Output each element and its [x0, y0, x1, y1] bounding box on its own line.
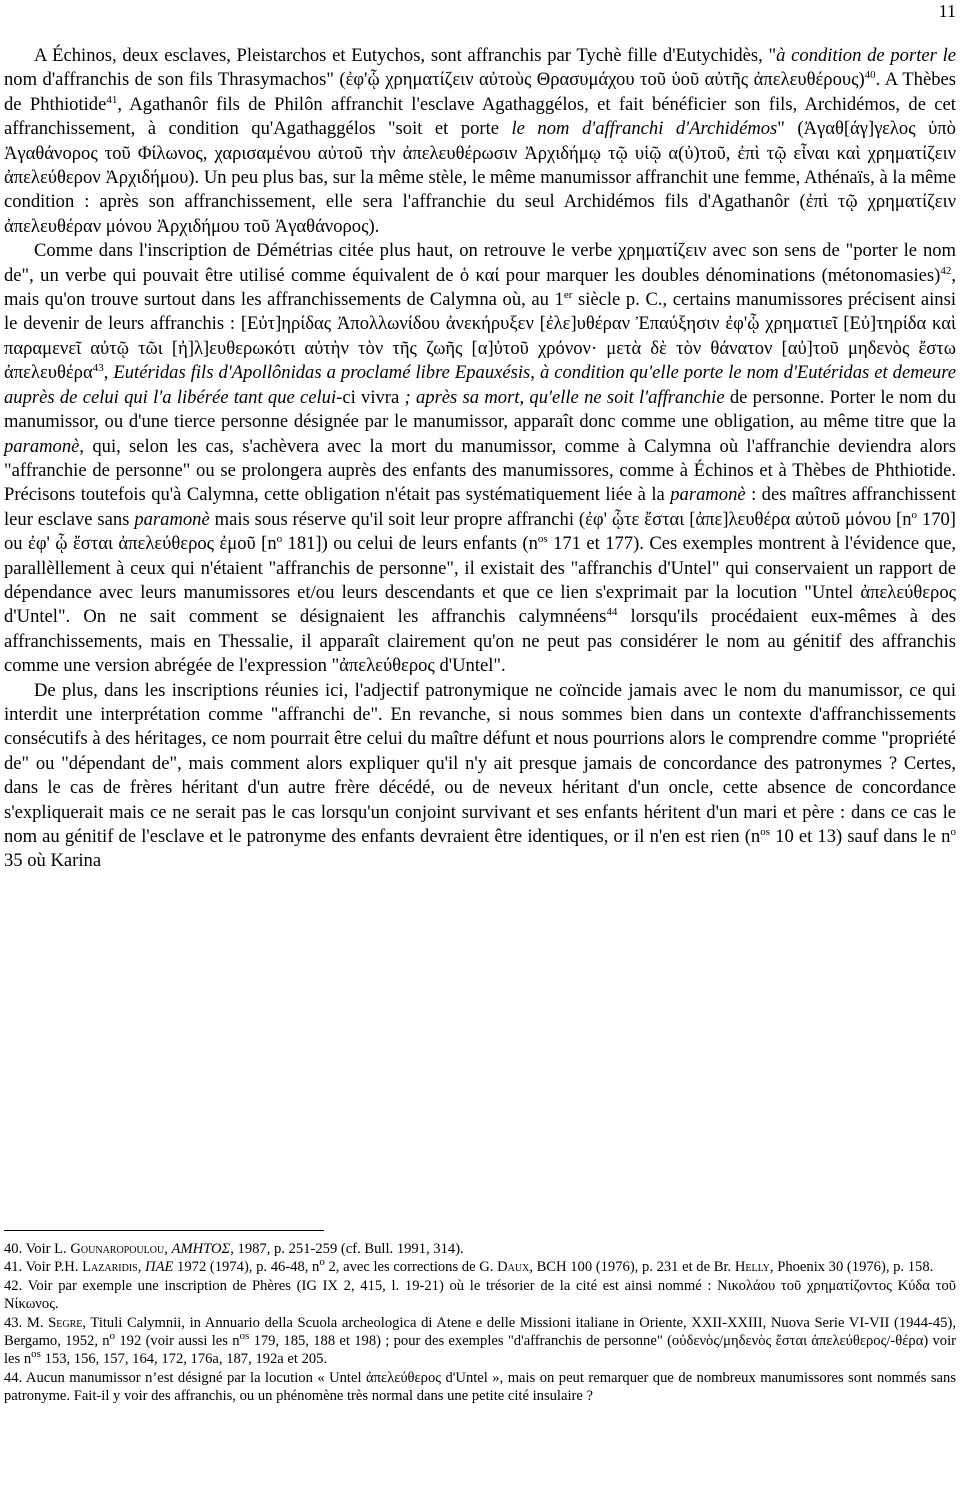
text-run: 44. Aucun manumissor n’est désigné par la locution « Untel ἀπελεύθερος d'Untel », mais on peut remarquer que de nombreux manumissores sont nommés sans patronyme. Fait-il y voir des affranchis, ou un phénomène très normal dans une petite cité insulaire ?	[4, 1369, 956, 1405]
italic-text: le nom d'affranchi d'Archidémos	[511, 118, 778, 140]
main-text	[4, 44, 956, 874]
paragraph	[4, 239, 956, 678]
text-run: 2, avec les corrections de G.	[324, 1259, 498, 1276]
text-run: 192 (voir aussi les n	[115, 1333, 240, 1350]
page-number: 11	[938, 1, 956, 21]
text-run: 43. M.	[4, 1314, 49, 1331]
text-run: ,	[164, 1241, 172, 1257]
text-run: A Échinos, deux esclaves, Pleistarchos et Eutychos, sont affranchis par Tychè fille d'Eutychidès, "	[34, 45, 777, 66]
text-run: de personne. Porter le nom du manumissor, ou d'une tierce personne désignée par le manumissor, apparaît donc comme une obligation, au même titre que la	[4, 386, 956, 433]
text-run: ,	[137, 1259, 146, 1276]
text-run: , BCH 100 (1976), p. 231 et de Br.	[529, 1259, 735, 1276]
paragraph	[4, 679, 956, 874]
superscript: o	[911, 508, 918, 521]
superscript: 42	[940, 264, 952, 277]
text-run: nom d'affranchis de son fils Thrasymachos" (ἐφ'ᾧ χρηματίζειν αὐτοὺς Θρασυμάχου τοῦ ὑοῦ αὐτῆς ἀπελευθέρους)	[4, 69, 865, 91]
superscript: 44	[606, 606, 618, 619]
text-run: 40. Voir L.	[4, 1241, 71, 1257]
superscript: 41	[106, 93, 118, 106]
text-run: -ci vivra	[336, 386, 405, 408]
footnote	[4, 1369, 956, 1406]
text-run: 171 et 177). Ces exemples montrent à l'évidence que, parallèllement à ceux qui n'étaient "affranchis de personne", il existait des "affranchis d'Untel" qui conservaient un rapport de dépendance avec leurs manumissores et/ou leurs descendants et que ce lien s'exprimait par la locution "Untel ἀπελεύθερος d'Untel". On ne sait comment se désignaient les affranchis calymnéens	[4, 533, 956, 628]
superscript: er	[563, 288, 573, 301]
footnote	[4, 1277, 956, 1314]
text-run: 1972 (1974), p. 46-48, n	[173, 1259, 320, 1276]
text-run: lorsqu'ils procédaient eux-mêmes à des affranchissements, mais en Thessalie, il apparaît clairement qu'on ne peut pas considérer le nom au génitif des affranchis comme une version abrégée de l'expression "ἀπελεύθερος d'Untel".	[4, 606, 956, 677]
footnotes	[4, 1240, 956, 1406]
author-name: Helly	[734, 1259, 770, 1276]
author-name: Daux	[497, 1259, 530, 1276]
superscript: 40	[864, 69, 876, 82]
superscript: o	[109, 1330, 116, 1343]
text-run: ,	[103, 362, 114, 384]
text-run: , 1987, p. 251-259 (cf. Bull. 1991, 314).	[230, 1241, 464, 1257]
text-run: 181]) ou celui de leurs enfants (n	[282, 533, 538, 555]
superscript: o	[319, 1256, 325, 1269]
italic-text: ; après sa mort, qu'elle ne soit l'affranchie	[404, 386, 725, 408]
author-name: Segre	[48, 1314, 83, 1331]
author-name: Gounaropoulou	[70, 1241, 165, 1257]
superscript: os	[239, 1330, 250, 1343]
footnote	[4, 1258, 956, 1276]
text-run: 10 et 13) sauf dans le n	[770, 826, 951, 847]
italic-text: paramonè	[670, 484, 746, 506]
text-run: . A Thèbes de Phthiotide	[4, 69, 956, 115]
superscript: os	[31, 1348, 41, 1361]
italic-text: à condition de porter le	[776, 45, 956, 66]
text-run: , mais qu'on trouve surtout dans les affranchissements de Calymna où, au 1	[4, 264, 956, 311]
author-name: Lazaridis	[82, 1259, 138, 1276]
text-run: 153, 156, 157, 164, 172, 176a, 187, 192a et 205.	[40, 1351, 328, 1368]
superscript: os	[537, 532, 548, 545]
paragraph	[4, 44, 956, 239]
text-run: 41. Voir P.H.	[4, 1259, 83, 1276]
text-run: mais sous réserve qu'il soit leur propre affranchi (ἐφ' ᾧτε ἔσται [ἀπε]λευθέρα αὐτοῦ μόνου [n	[209, 508, 912, 530]
text-run: siècle p. C., certains manumissores précisent ainsi le devenir de leurs affranchis : [Εὐτ]ηρίδας Ἀπολλωνίδου ἀνεκήρυξεν [ἐλε]υθέραν Ἐπαύξησιν ἐφ'ᾧ χρηματιεῖ [Εὐ]τηρίδα καὶ παραμενεῖ αὐτῷ τῶι [ἠ]λ]ευθερωκότι αὐτὴν τὸν τῆς ζωῆς [α]ὐτοῦ χρόνον· μετὰ δὲ τὸν θάνατον [αὐ]τοῦ μηδενὸς ἔστω ἀπελευθέρα	[4, 289, 956, 384]
superscript: os	[760, 825, 771, 838]
text-run: 179, 185, 188 et 198) ; pour des exemples "d'affranchis de personne" (οὐδενὸς/μηδενὸς ἔσται ἀπελεύθερος/-θέρα) voir les n	[4, 1333, 956, 1368]
superscript: 43	[92, 362, 104, 375]
footnote-separator	[4, 1230, 324, 1231]
footnote	[4, 1314, 956, 1369]
text-run: , Tituli Calymnii, in Annuario della Scuola archeologica di Atene e delle Missioni italiane in Oriente, XXII-XXIII, Nuova Serie VI-VII (1944-45), Bergamo, 1952, n	[4, 1314, 956, 1350]
superscript: o	[950, 825, 956, 838]
text-run: 170] ou ἐφ' ᾧ ἔσται ἀπελεύθερος ἐμοῦ [n	[4, 508, 956, 555]
italic-text: paramonè	[134, 508, 210, 530]
text-run: , qui, selon les cas, s'achèvera avec la mort du manumissor, comme à Calymna où l'affranchie deviendra alors "affranchie de personne" ou se prolongera auprès des enfants des manumissores, comme à Échinos et à Thèbes de Phthiotide. Précisons toutefois qu'à Calymna, cette obligation n'était pas systématiquement liée à la	[4, 435, 956, 506]
text-run: " (Ἀγαθ[άγ]γελος ὑπὸ Ἀγαθάνορος τοῦ Φίλωνος, χαρισαμένου αὐτοῦ τὴν ἀπελευθέρωσιν Ἀρχιδήμῳ τῷ υἱῷ α(ὐ)τοῦ, ἐπὶ τῷ εἶναι καὶ χρηματίζειν ἀπελεύθερον Ἀρχιδήμου). Un peu plus bas, sur la même stèle, le même manumissor affranchit une femme, Athénaïs, à la même condition : après son affranchissement, elle sera l'affranchie du seul Archidémos fils d'Agathanôr (ἐπὶ τῷ χρηματίζειν ἀπελευθέραν μόνου Ἀρχιδήμου τοῦ Ἀγαθάνορος).	[4, 118, 956, 237]
italic-text: Eutéridas fils d'Apollônidas a proclamé libre Epauxésis, à condition qu'elle porte le nom d'Eutéridas et demeure auprès de celui qui l'a libérée tant que celui	[4, 362, 957, 408]
text-run: : des maîtres affranchissent leur esclave sans	[4, 484, 957, 530]
italic-text: ΑΜΗΤΟΣ	[171, 1241, 231, 1257]
text-run: De plus, dans les inscriptions réunies ici, l'adjectif patronymique ne coïncide jamais avec le nom du manumissor, ce qui interdit une interprétation comme "affranchi de". En revanche, si nous sommes bien dans un contexte d'affranchissements consécutifs à des héritages, ce nom pourrait être celui du maître défunt et nous pourrions alors le comprendre comme "propriété de" ou "dépendant de", mais comment alors expliquer qu'il n'y ait presque jamais de concordance des patronymes ? Certes, dans le cas de frères héritant d'un autre frère décédé, ou de neveux héritant d'un oncle, cette absence de concordance s'expliquerait mais ce ne serait pas le cas lorsqu'un conjoint survivant et ses enfants héritent d'un mari et père : dans ce cas le nom au génitif de l'esclave et le patronyme des enfants devraient être identiques, or il n'en est rien (n	[4, 679, 956, 847]
superscript: o	[276, 532, 283, 545]
text-run: 35 où Karina	[4, 850, 102, 872]
text-run: , Phoenix 30 (1976), p. 158.	[769, 1259, 934, 1276]
text-run: Comme dans l'inscription de Démétrias citée plus haut, on retrouve le verbe χρηματίζειν avec son sens de "porter le nom de", un verbe qui pouvait être utilisé comme équivalent de ὁ καί pour marquer les doubles dénominations (métonomasies)	[4, 240, 956, 286]
text-run: , Agathanôr fils de Philôn affranchit l'esclave Agathaggélos, et fait bénéficier son fils, Archidémos, de cet affranchissement, à condition qu'Agathaggélos "soit et porte	[4, 93, 956, 140]
footnote	[4, 1240, 956, 1258]
italic-text: ΠΑΕ	[145, 1259, 174, 1276]
italic-text: paramonè	[4, 435, 80, 457]
text-run: 42. Voir par exemple une inscription de Phères (IG IX 2, 415, l. 19-21) où le trésorier de la cité est ainsi nommé : Νικολάου τοῦ χρηματίζοντος Κύδα τοῦ Νίκωνος.	[4, 1277, 956, 1313]
